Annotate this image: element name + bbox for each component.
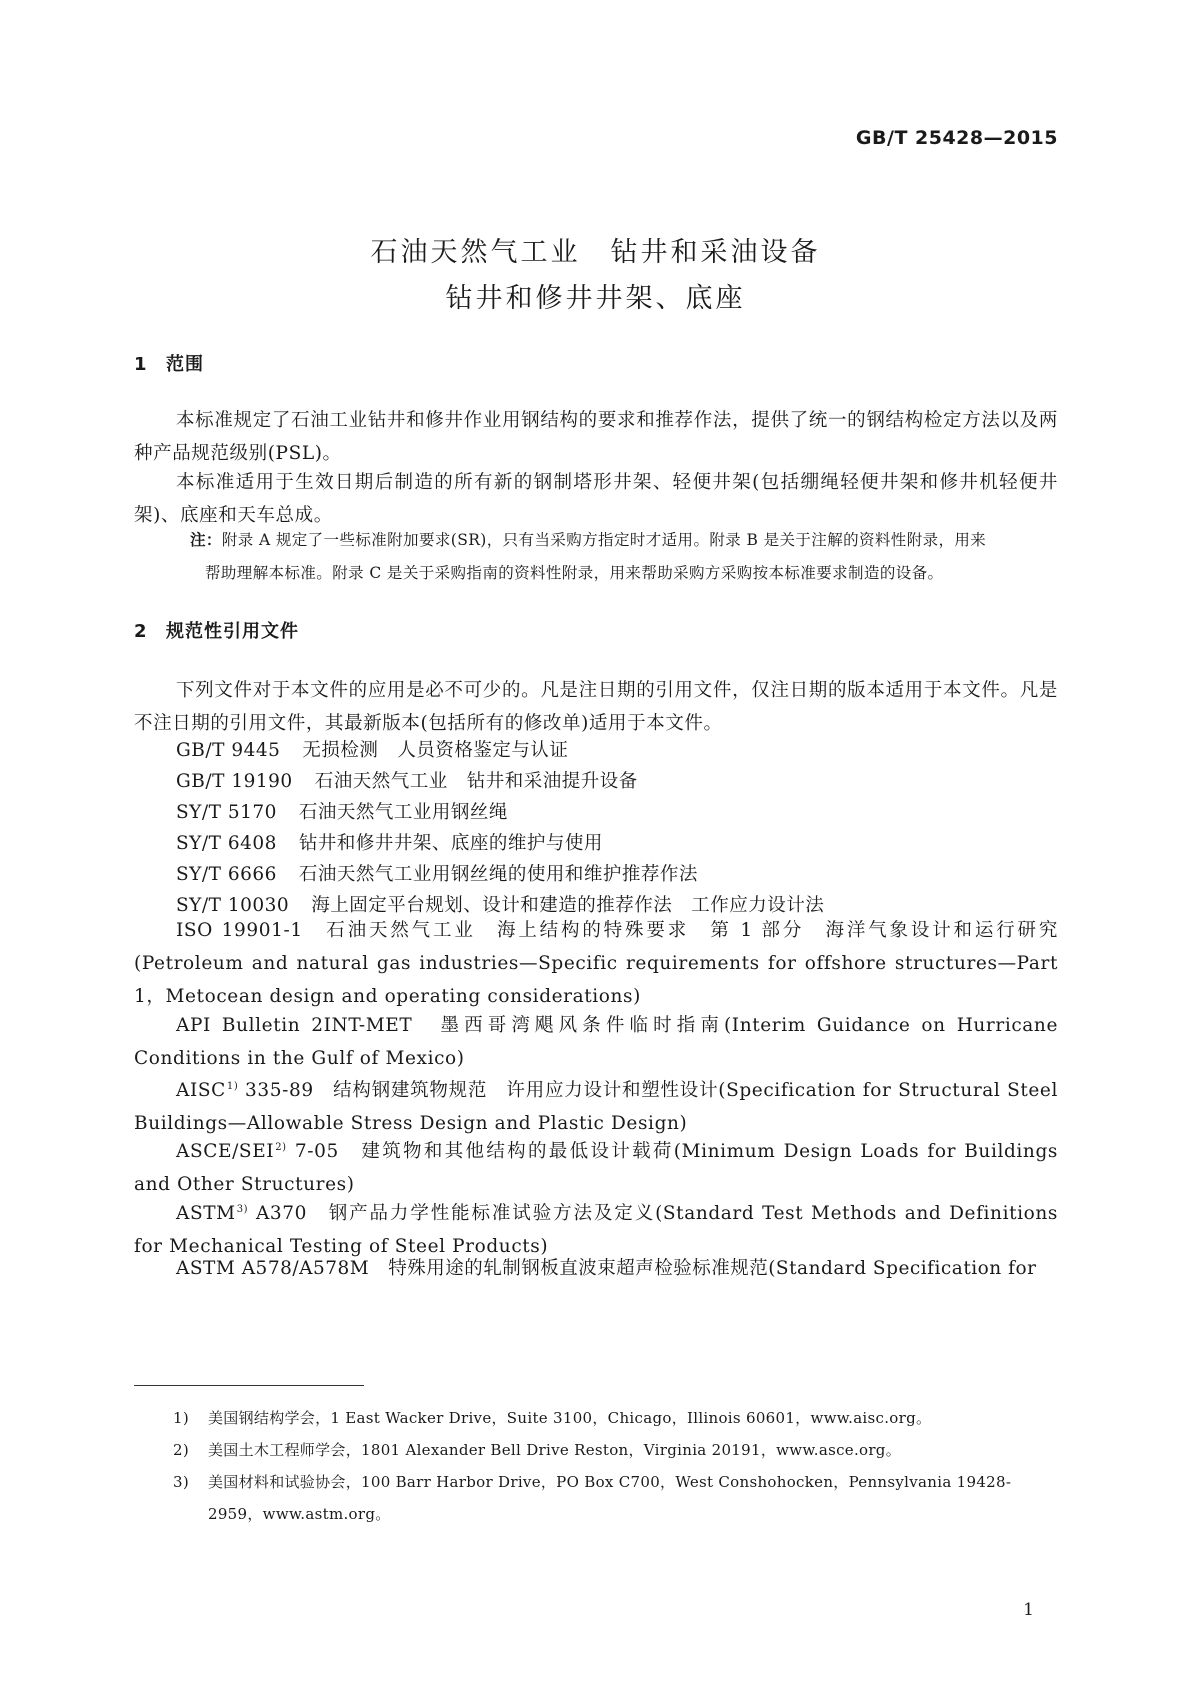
reference-item bbox=[176, 829, 603, 855]
sec1-paragraph-1: 本标准规定了石油工业钻井和修井作业用钢结构的要求和推荐作法，提供了统一的钢结构检定方法以及两种产品规范级别(PSL)。 bbox=[134, 410, 1058, 464]
ref-text: 7-05 建筑物和其他结构的最低设计载荷(Minimum Design Loads for Buildings and Other Structures) bbox=[134, 1141, 1058, 1195]
footnote-text: 美国土木工程师学会，1801 Alexander Bell Drive Reston，Virginia 20191，www.asce.org。 bbox=[208, 1441, 902, 1459]
document-title-line1: 石油天然气工业 钻井和采油设备 bbox=[370, 237, 821, 268]
reference-item bbox=[176, 767, 638, 793]
footnote-marker: 2) bbox=[275, 1142, 287, 1153]
reference-astm-a578: ASTM A578/A578M 特殊用途的轧制钢板直波束超声检验标准规范(Standard Specification for bbox=[176, 1258, 1037, 1279]
reference-title: 石油天然气工业 钻井和采油提升设备 bbox=[314, 771, 638, 792]
reference-code: SY/T 6408 bbox=[176, 833, 277, 854]
document-title-line2: 钻井和修井井架、底座 bbox=[445, 283, 746, 314]
note-text: 附录 A 规定了一些标准附加要求(SR)，只有当采购方指定时才适用。附录 B 是关于注解的资料性附录，用来 bbox=[221, 531, 987, 549]
reference-item bbox=[176, 798, 508, 824]
standard-code: GB/T 25428—2015 bbox=[855, 127, 1058, 149]
ref-text: A370 钢产品力学性能标准试验方法及定义(Standard Test Methods and Definitions for Mechanical Testing of Steel Products) bbox=[134, 1203, 1058, 1257]
ref-code: AISC bbox=[176, 1080, 226, 1101]
section-1-heading bbox=[134, 350, 204, 376]
section-2-heading bbox=[134, 617, 299, 643]
section-title: 规范性引用文件 bbox=[166, 621, 299, 642]
footnote-separator bbox=[134, 1385, 364, 1386]
reference-title: 钻井和修井井架、底座的维护与使用 bbox=[298, 833, 603, 854]
footnote-marker: 3) bbox=[236, 1204, 249, 1215]
reference-asce bbox=[134, 1131, 1058, 1201]
reference-code: SY/T 5170 bbox=[176, 802, 277, 823]
footnote-3 bbox=[173, 1466, 1063, 1530]
reference-api-2int-met: API Bulletin 2INT-MET 墨西哥湾飓风条件临时指南(Interim Guidance on Hurricane Conditions in the Gulf of Mexico) bbox=[134, 1015, 1058, 1069]
reference-code: GB/T 9445 bbox=[176, 740, 281, 761]
reference-iso-19901-1: ISO 19901-1 石油天然气工业 海上结构的特殊要求 第 1 部分 海洋气象设计和运行研究(Petroleum and natural gas industries—Specific requirements for offshore structures—Part 1，Metocean design and operating considerations) bbox=[134, 920, 1058, 1007]
ref-code: ASTM bbox=[176, 1203, 236, 1224]
footnote-1 bbox=[173, 1402, 1063, 1434]
page-number: 1 bbox=[1023, 1600, 1034, 1620]
reference-item bbox=[176, 736, 568, 762]
footnote-text: 美国钢结构学会，1 East Wacker Drive，Suite 3100，Chicago，Illinois 60601，www.aisc.org。 bbox=[208, 1409, 932, 1427]
reference-title: 石油天然气工业用钢丝绳 bbox=[298, 802, 508, 823]
reference-astm-a370 bbox=[134, 1193, 1058, 1263]
footnote-marker: 1) bbox=[226, 1081, 239, 1092]
footnote-mark: 1) bbox=[173, 1409, 189, 1427]
ref-text: 335-89 结构钢建筑物规范 许用应力设计和塑性设计(Specification for Structural Steel Buildings—Allowable Stress Design and Plastic Design) bbox=[134, 1080, 1058, 1134]
reference-title: 海上固定平台规划、设计和建造的推荐作法 工作应力设计法 bbox=[311, 895, 825, 916]
footnote-text: 美国材料和试验协会，100 Barr Harbor Drive，PO Box C700，West Conshohocken，Pennsylvania 19428-2959，www.astm.org。 bbox=[208, 1473, 1012, 1523]
footnote-mark: 2) bbox=[173, 1441, 189, 1459]
ref-code: ASCE/SEI bbox=[176, 1141, 275, 1162]
sec1-paragraph-2: 本标准适用于生效日期后制造的所有新的钢制塔形井架、轻便井架(包括绷绳轻便井架和修井机轻便井架)、底座和天车总成。 bbox=[134, 472, 1058, 526]
reference-title: 无损检测 人员资格鉴定与认证 bbox=[302, 740, 569, 761]
note-label: 注： bbox=[190, 531, 222, 549]
sec1-note bbox=[190, 524, 1056, 590]
note-text-continued: 帮助理解本标准。附录 C 是关于采购指南的资料性附录，用来帮助采购方采购按本标准要求制造的设备。 bbox=[205, 564, 944, 582]
section-number: 2 bbox=[134, 621, 148, 642]
footnote-2 bbox=[173, 1434, 1063, 1466]
section-title: 范围 bbox=[166, 354, 204, 375]
reference-item bbox=[176, 860, 698, 886]
reference-aisc bbox=[134, 1070, 1058, 1140]
reference-title: 石油天然气工业用钢丝绳的使用和维护推荐作法 bbox=[298, 864, 698, 885]
footnote-mark: 3) bbox=[173, 1473, 189, 1491]
reference-code: GB/T 19190 bbox=[176, 771, 293, 792]
reference-code: SY/T 6666 bbox=[176, 864, 277, 885]
reference-code: SY/T 10030 bbox=[176, 895, 290, 916]
sec2-intro: 下列文件对于本文件的应用是必不可少的。凡是注日期的引用文件，仅注日期的版本适用于本文件。凡是不注日期的引用文件，其最新版本(包括所有的修改单)适用于本文件。 bbox=[134, 680, 1058, 734]
section-number: 1 bbox=[134, 354, 148, 375]
